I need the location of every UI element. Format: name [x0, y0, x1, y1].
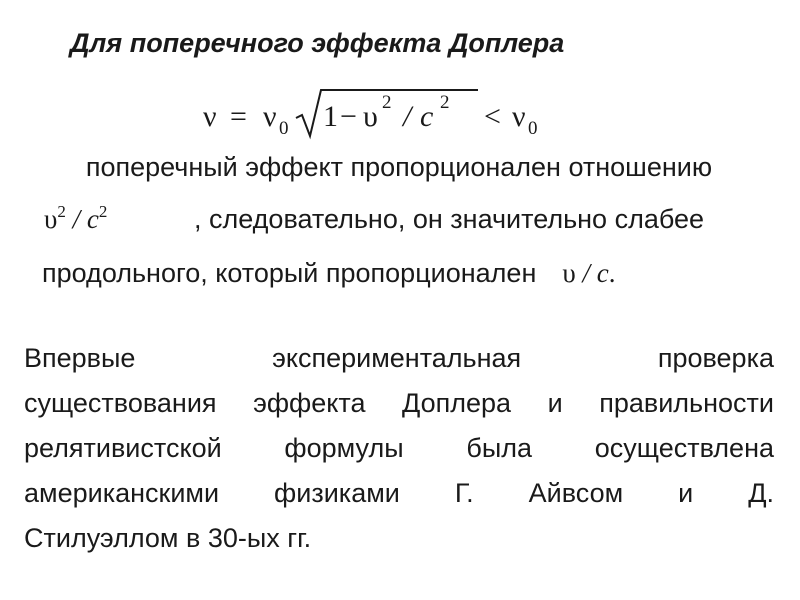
ratio-v-c: [562, 258, 615, 289]
formula-slash: /: [403, 100, 412, 133]
ratio-c-pow: 2: [98, 202, 108, 221]
ratio-upsilon: υ: [44, 204, 58, 234]
para2-row5: Стилуэллом в 30-ых гг.: [24, 523, 312, 553]
formula-less-than: <: [484, 100, 501, 133]
para2-row3: релятивистской формулы была осуществлена: [24, 433, 774, 463]
formula-rhs-sub: 0: [528, 118, 538, 139]
para2-row4: американскими физиками Г. Айвсом и Д.: [24, 478, 774, 508]
formula-one: 1: [323, 100, 338, 133]
formula-upsilon: υ: [363, 100, 378, 133]
ratio-upsilon-pow: 2: [57, 202, 66, 221]
formula-nu0-base: ν: [263, 100, 277, 133]
ratio-v2-c2: [24, 202, 194, 235]
formula-svg: [0, 88, 800, 148]
ratio-slash: /: [72, 204, 81, 234]
doppler-formula: [0, 88, 800, 148]
ratio2-c: c: [596, 258, 609, 288]
ratio2-slash: /: [582, 258, 590, 288]
para2-row2: существования эффекта Доплера и правильности: [24, 388, 774, 418]
paragraph-history: [24, 336, 774, 561]
formula-minus: −: [340, 100, 357, 133]
formula-c: c: [420, 100, 434, 133]
formula-c-pow: 2: [440, 92, 450, 113]
para1-line3: [24, 258, 774, 308]
formula-rhs-nu: ν: [512, 100, 526, 133]
formula-nu: ν: [203, 100, 217, 133]
formula-nu0-sub: 0: [279, 118, 289, 139]
para1-line3-text: продольного, который пропорционален: [42, 258, 537, 288]
slide-title: Для поперечного эффекта Доплера: [70, 28, 565, 58]
para1-line2-text: , следовательно, он значительно слабее: [194, 204, 705, 234]
para2-row1: Впервые экспериментальная проверка: [24, 343, 774, 373]
paragraph-transverse: [24, 152, 774, 308]
para1-line2: [24, 202, 774, 252]
ratio2-upsilon: υ: [562, 258, 576, 288]
para1-line1: поперечный эффект пропорционален отношению: [85, 152, 713, 182]
formula-upsilon-pow: 2: [382, 92, 392, 113]
ratio-c: c: [86, 204, 99, 234]
ratio2-dot: .: [608, 258, 616, 288]
formula-equals: =: [230, 100, 247, 133]
